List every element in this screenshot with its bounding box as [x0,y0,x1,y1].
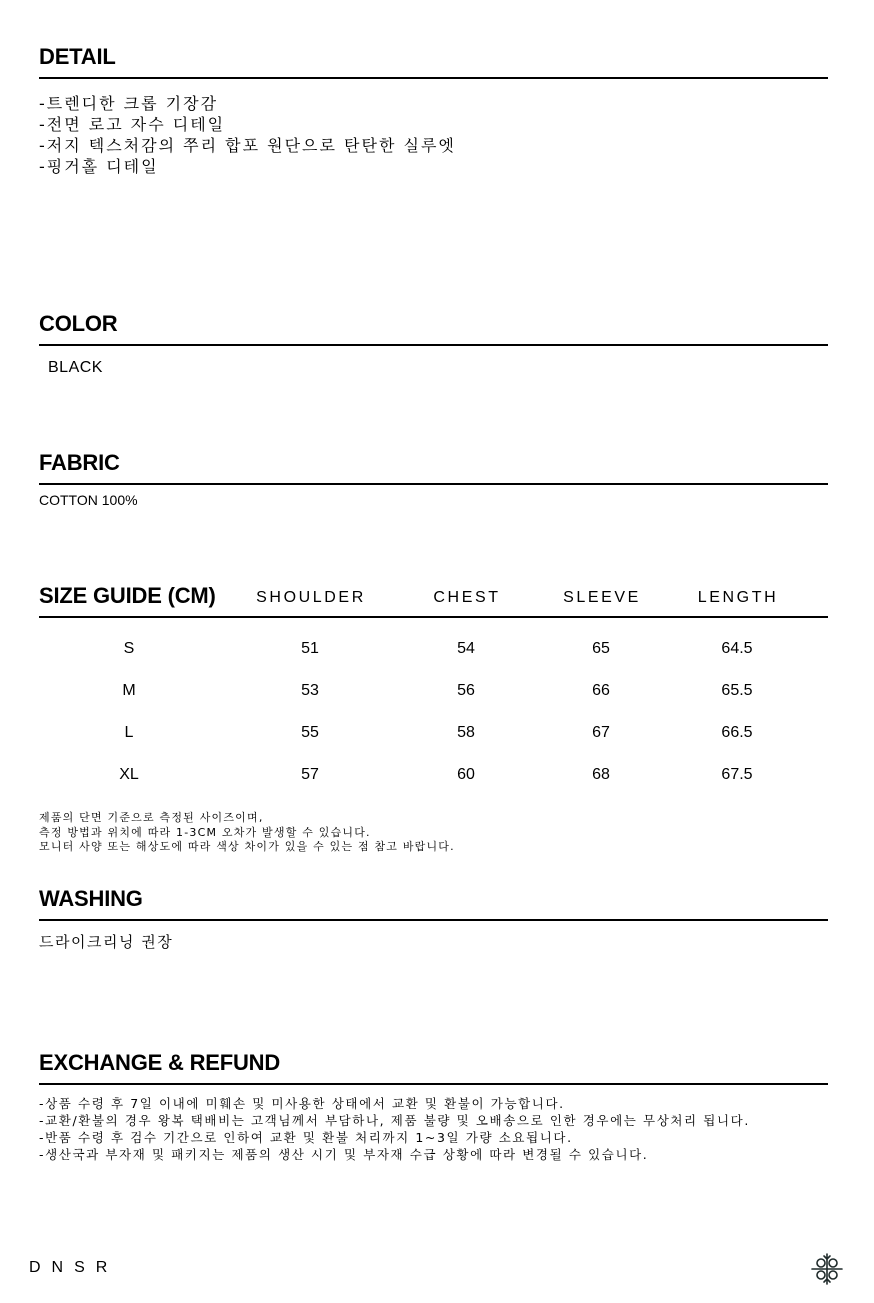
size-guide-divider [39,616,828,618]
size-label: M [122,682,136,699]
washing-title: WASHING [39,886,143,911]
column-header-chest: CHEST [433,589,501,606]
detail-line: -핑거홀 디테일 [39,157,159,176]
size-label: S [123,640,135,657]
chest-value: 58 [457,724,475,741]
table-row [0,722,874,744]
exchange-line: -생산국과 부자재 및 패키지는 제품의 생산 시기 및 부자재 수급 상황에 따라 변경될 수 있습니다. [39,1147,649,1162]
emblem-icon [810,1252,844,1286]
detail-line: -저지 텍스처감의 쭈리 합포 원단으로 탄탄한 실루엣 [39,136,456,155]
column-header-sleeve: SLEEVE [563,589,641,606]
chest-value: 56 [457,682,475,699]
note-line: 측정 방법과 위치에 따라 1-3CM 오차가 발생할 수 있습니다. [39,825,371,839]
fabric-title: FABRIC [39,450,120,475]
table-row [0,638,874,660]
exchange-list [39,1095,750,1163]
shoulder-value: 55 [301,724,319,741]
length-value: 64.5 [721,640,753,657]
washing-divider [39,919,828,921]
exchange-divider [39,1083,828,1085]
exchange-line: -반품 수령 후 검수 기간으로 인하여 교환 및 환불 처리까지 1~3일 가량 소요됩니다. [39,1130,573,1145]
brand-logo: DNSR [29,1259,119,1276]
shoulder-value: 57 [301,766,319,783]
length-value: 66.5 [721,724,753,741]
color-title: COLOR [39,311,118,336]
sleeve-value: 66 [592,682,610,699]
detail-line: -트렌디한 크롭 기장감 [39,94,219,113]
chest-value: 60 [457,766,475,783]
washing-value: 드라이크리닝 권장 [39,933,174,951]
column-header-shoulder: SHOULDER [256,589,366,606]
exchange-title: EXCHANGE & REFUND [39,1050,281,1075]
note-line: 모니터 사양 또는 해상도에 따라 색상 차이가 있을 수 있는 점 참고 바랍니다. [39,840,455,853]
sleeve-value: 68 [592,766,610,783]
chest-value: 54 [457,640,475,657]
detail-divider [39,77,828,79]
fabric-divider [39,483,828,485]
color-divider [39,344,828,346]
detail-title: DETAIL [39,44,116,69]
detail-list [39,93,456,177]
table-row [0,764,874,786]
size-label: XL [119,766,139,783]
shoulder-value: 51 [301,640,319,657]
column-header-length: LENGTH [697,589,779,606]
detail-line: -전면 로고 자수 디테일 [39,115,226,134]
shoulder-value: 53 [301,682,319,699]
color-value: BLACK [48,359,103,376]
fabric-value: COTTON 100% [39,492,138,508]
size-guide-title: SIZE GUIDE (CM) [39,583,216,608]
table-row [0,680,874,702]
note-line: 제품의 단면 기준으로 측정된 사이즈이며, [39,811,264,824]
exchange-line: -교환/환불의 경우 왕복 택배비는 고객님께서 부담하나, 제품 불량 및 오배송으로 인한 경우에는 무상처리 됩니다. [39,1113,750,1128]
sleeve-value: 67 [592,724,610,741]
length-value: 65.5 [721,682,753,699]
size-notes [39,811,455,855]
exchange-line: -상품 수령 후 7일 이내에 미훼손 및 미사용한 상태에서 교환 및 환불이 가능합니다. [39,1096,565,1111]
length-value: 67.5 [721,766,753,783]
sleeve-value: 65 [592,640,610,657]
size-label: L [124,724,134,741]
